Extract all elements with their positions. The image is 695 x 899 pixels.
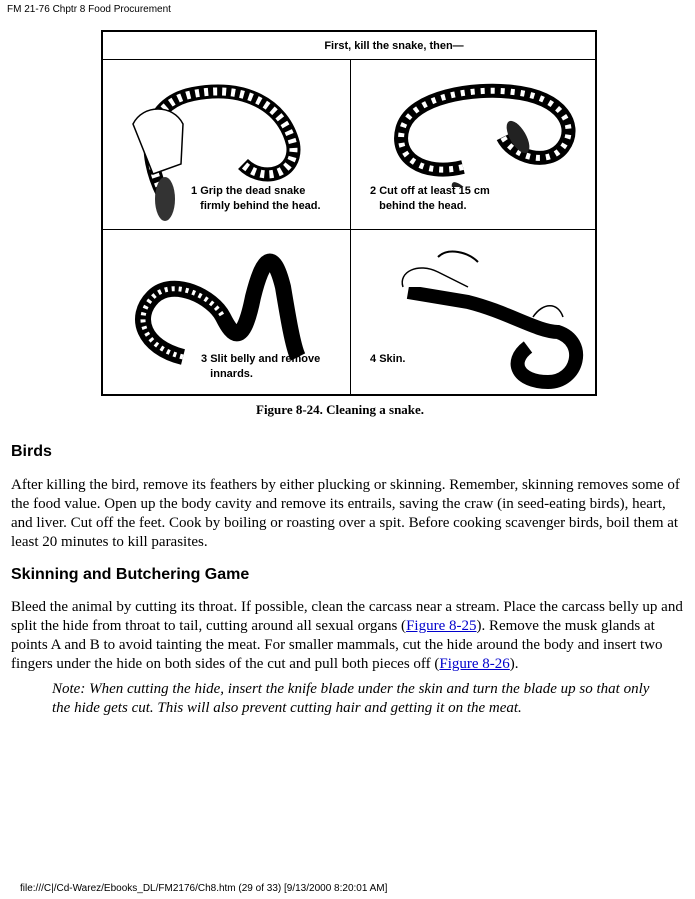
divider: [350, 60, 351, 394]
step-text: innards.: [210, 368, 253, 380]
figure-caption: Figure 8-24. Cleaning a snake.: [256, 402, 425, 417]
step-2-caption: [370, 184, 490, 214]
figure-8-26-link[interactable]: Figure 8-26: [439, 656, 510, 672]
page-header: FM 21-76 Chptr 8 Food Procurement: [7, 4, 171, 15]
divider: [103, 229, 595, 230]
figure-8-25-link[interactable]: Figure 8-25: [406, 618, 477, 634]
step-text: behind the head.: [379, 200, 467, 212]
step-number: 2: [370, 185, 377, 197]
page-footer: file:///C|/Cd-Warez/Ebooks_DL/FM2176/Ch8.htm (29 of 33) [9/13/2000 8:20:01 AM]: [20, 883, 388, 894]
text: ).: [509, 656, 519, 672]
snake-slit-illustration: [113, 237, 343, 367]
step-text: Grip the dead snake: [200, 185, 306, 197]
step-number: 3: [201, 353, 208, 365]
step-text: Skin.: [379, 353, 406, 365]
figure-cleaning-snake: [101, 30, 597, 396]
step-text: Cut off at least 15 cm: [379, 185, 490, 197]
step-number: 1: [191, 185, 198, 197]
snake-cut-illustration: [363, 67, 593, 187]
figure-title: First, kill the snake, then—: [103, 32, 595, 60]
step-text: firmly behind the head.: [200, 200, 321, 212]
birds-paragraph: After killing the bird, remove its feathers by either plucking or skinning. Remember, skinning removes some of the food value. Open up the body cavity and remove its entrails, saving the craw (in seed-eating birds), heart, and liver. Cut off the feet. Cook by boiling or roasting over a spit. Before cooking scavenger birds, boil them at least 20 minutes to kill parasites.: [11, 477, 680, 550]
snake-skin-illustration: [358, 232, 593, 392]
game-paragraph: [11, 598, 686, 674]
step-4-caption: [370, 352, 405, 367]
step-3-caption: [201, 352, 320, 382]
note: Note: When cutting the hide, insert the knife blade under the skin and turn the blade up so that only the hide gets cut. This will also prevent cutting hair and getting it on the meat.: [52, 681, 650, 716]
step-text: Slit belly and remove: [210, 353, 321, 365]
text: Bleed the animal by cutting its throat. If possible, clean the carcass near a stream. Place the carcass belly up and split the hide from throat to tail, cutting around all sexual organs (: [11, 599, 683, 634]
step-number: 4: [370, 353, 377, 365]
game-heading: Skinning and Butchering Game: [11, 566, 250, 583]
birds-heading: Birds: [11, 443, 52, 460]
text: ). Remove the musk glands at points A and B to avoid tainting the meat. For smaller mammals, cut the hide around the body and insert two fingers under the hide on both sides of the cut and pull both pieces off (: [11, 618, 663, 672]
step-1-caption: [191, 184, 321, 214]
